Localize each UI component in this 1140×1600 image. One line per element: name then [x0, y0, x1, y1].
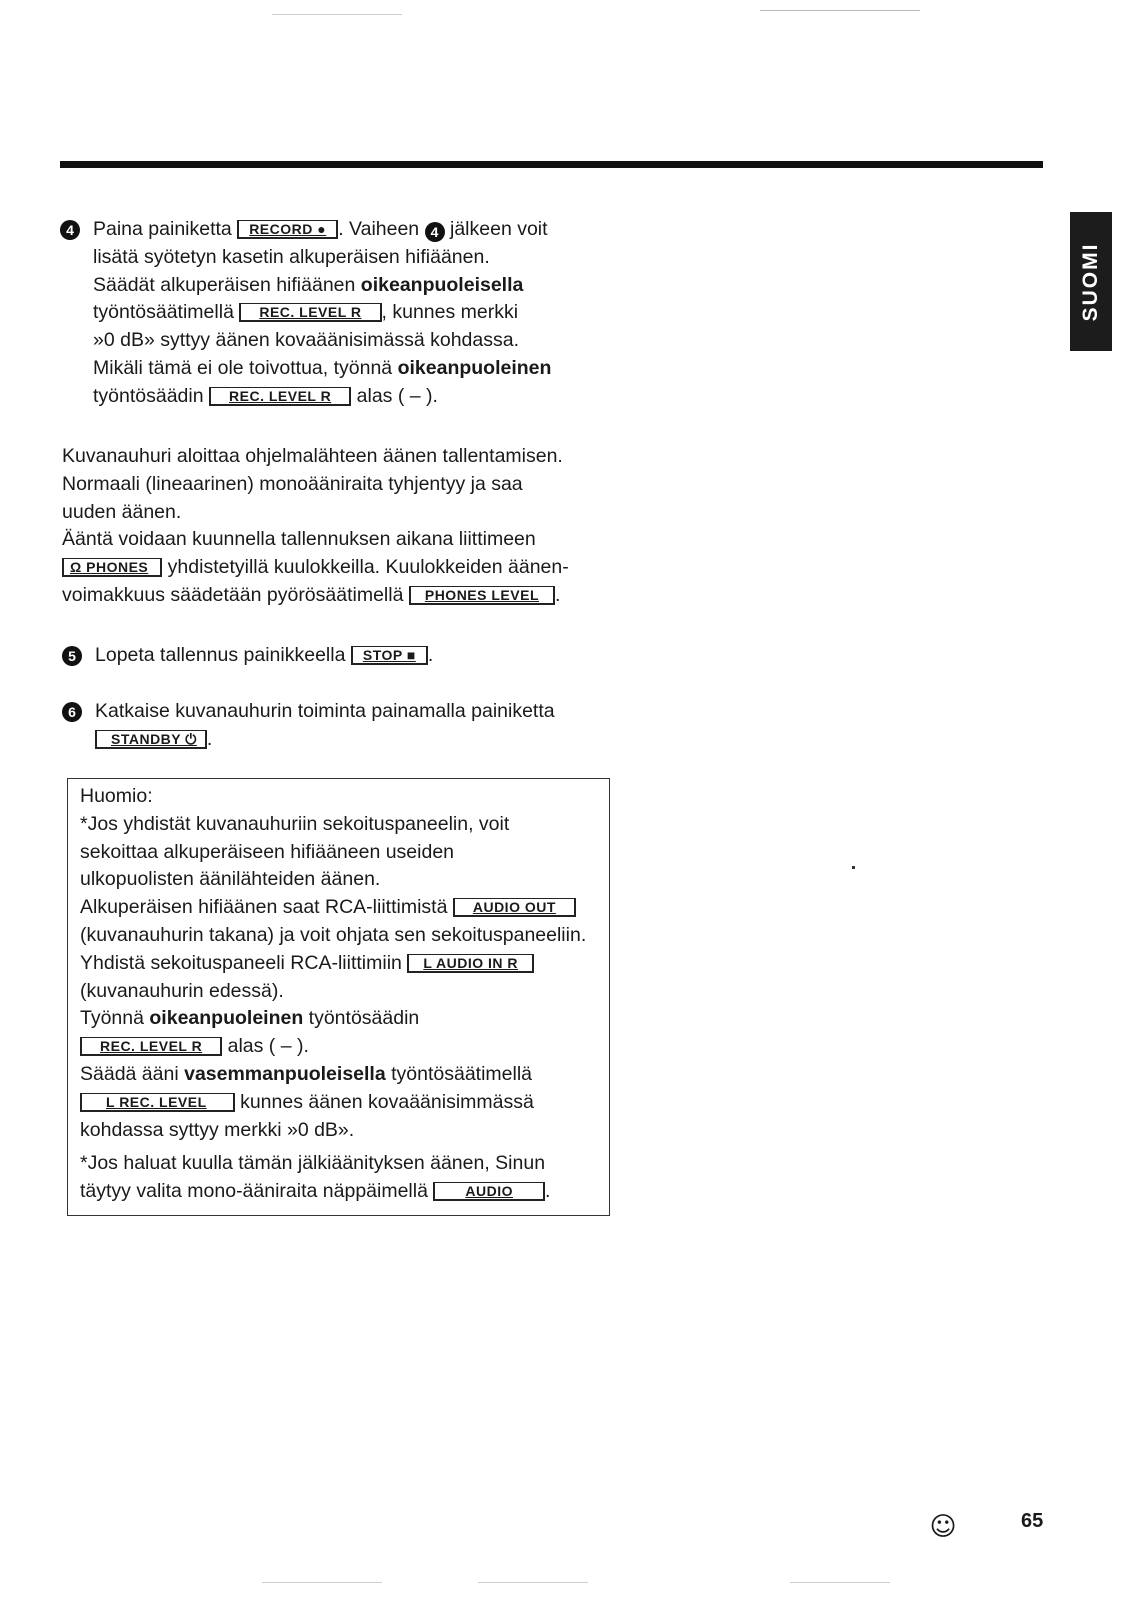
audio-key: AUDIO	[433, 1182, 545, 1201]
text-line	[93, 299, 551, 327]
header-rule	[60, 161, 1043, 168]
scan-artifact-bottom	[790, 1582, 890, 1583]
text: , kunnes merkki	[381, 301, 519, 324]
text: Paina painiketta	[93, 218, 238, 240]
scan-speck	[852, 866, 855, 869]
emphasis: oikeanpuoleinen	[397, 356, 552, 379]
text: .	[555, 583, 561, 606]
text-line	[80, 894, 586, 922]
audio-out-key: AUDIO OUT	[453, 898, 576, 917]
text-line	[80, 1033, 586, 1061]
text-line	[80, 1178, 586, 1206]
text-line	[80, 1061, 586, 1089]
scan-artifact-top	[760, 10, 920, 11]
language-tab-label: SUOMI	[1079, 242, 1102, 321]
text: .	[427, 644, 434, 666]
text: täytyy valita mono-ääniraita näppäimellä	[80, 1180, 434, 1203]
text: alas ( – ).	[222, 1035, 309, 1058]
text-line	[95, 726, 555, 754]
text: työntösäätimellä	[93, 301, 240, 324]
text-line: kohdassa syttyy merkki »0 dB».	[80, 1118, 355, 1141]
text-line	[95, 642, 433, 670]
text: voimakkuus säädetään pyörösäätimellä	[62, 583, 409, 606]
emphasis: vasemmanpuoleisella	[184, 1062, 386, 1085]
step-reference-badge: 4	[425, 222, 445, 242]
text: alas ( – ).	[351, 384, 438, 407]
text-line: (kuvanauhurin takana) ja voit ohjata sen sekoituspaneeliin.	[80, 923, 587, 946]
step-number-badge: 4	[60, 220, 80, 240]
step-number-badge: 6	[62, 702, 82, 722]
text-line	[93, 383, 551, 411]
text-line: Katkaise kuvanauhurin toiminta painamalla painiketta	[95, 700, 555, 722]
text-line: Kuvanauhuri aloittaa ohjelmalähteen äänen tallentamisen.	[62, 445, 563, 467]
text-line	[93, 355, 551, 383]
step-6	[68, 698, 555, 754]
text-line: *Jos yhdistät kuvanauhuriin sekoituspaneelin, voit	[80, 812, 510, 835]
text: yhdistetyillä kuulokkeilla. Kuulokkeiden äänen-	[162, 556, 569, 579]
text-line: lisätä syötetyn kasetin alkuperäisen hifiäänen.	[93, 245, 490, 268]
note-box	[67, 778, 610, 1216]
l-rec-level-key: L REC. LEVEL	[80, 1093, 235, 1112]
text: työntösäädin	[303, 1007, 420, 1030]
text-line	[62, 554, 569, 582]
text: Mikäli tämä ei ole toivottua, työnnä	[93, 356, 398, 379]
text-line: uuden äänen.	[62, 500, 182, 523]
note-title: Huomio:	[80, 785, 153, 807]
emphasis: oikeanpuoleisella	[360, 273, 524, 296]
text-line	[93, 272, 551, 300]
text-line: *Jos haluat kuulla tämän jälkiäänityksen äänen, Sinun	[80, 1152, 546, 1175]
text-line: Ääntä voidaan kuunnella tallennuksen aikana liittimeen	[62, 528, 536, 551]
text: .	[544, 1180, 551, 1203]
text: työntösäätimellä	[385, 1062, 533, 1085]
step-4	[66, 216, 552, 411]
stop-key: STOP ■	[351, 646, 428, 665]
rec-level-r-key: REC. LEVEL R	[80, 1037, 222, 1056]
text-line: »0 dB» syttyy äänen kovaäänisimässä kohdassa.	[93, 329, 520, 352]
rec-level-r-key: REC. LEVEL R	[209, 387, 351, 406]
text-line	[80, 1089, 586, 1117]
page-number: 65	[1021, 1510, 1044, 1532]
rec-level-r-key: REC. LEVEL R	[239, 303, 381, 322]
note-content	[80, 783, 586, 1206]
text: jälkeen voit	[444, 218, 548, 240]
text: . Vaiheen	[338, 218, 425, 240]
text-line: sekoittaa alkuperäiseen hifiääneen useiden	[80, 840, 455, 863]
text: .	[206, 727, 213, 750]
smiley-icon: ☺	[929, 1512, 957, 1542]
text-line	[62, 582, 569, 610]
text: Säädät alkuperäisen hifiäänen	[93, 273, 361, 296]
text: Työnnä	[80, 1007, 150, 1030]
text-line: ulkopuolisten äänilähteiden äänen.	[80, 868, 381, 891]
scan-artifact-top	[272, 14, 402, 15]
text-line	[80, 1005, 586, 1033]
step-5	[68, 642, 434, 670]
language-tab	[1070, 212, 1112, 351]
step-number-badge: 5	[62, 646, 82, 666]
text: Yhdistä sekoituspaneeli RCA-liittimiin	[80, 951, 408, 974]
text-line	[93, 216, 551, 244]
emphasis: oikeanpuoleinen	[149, 1007, 304, 1030]
text: työntösäädin	[93, 384, 210, 407]
scan-artifact-bottom	[262, 1582, 382, 1583]
text: Säädä ääni	[80, 1062, 185, 1085]
text-line	[80, 950, 586, 978]
text-line: Normaali (lineaarinen) monoääniraita tyhjentyy ja saa	[62, 472, 523, 495]
audio-in-key: L AUDIO IN R	[407, 954, 534, 973]
phones-key: Ω PHONES	[62, 558, 162, 577]
text: Alkuperäisen hifiäänen saat RCA-liittimistä	[80, 896, 453, 919]
text-line: (kuvanauhurin edessä).	[80, 979, 284, 1002]
phones-level-key: PHONES LEVEL	[409, 586, 555, 605]
text: Lopeta tallennus painikkeella	[95, 644, 351, 666]
record-key: RECORD ●	[237, 220, 338, 239]
scan-artifact-bottom	[478, 1582, 588, 1583]
standby-key: STANDBY ⏻	[95, 730, 207, 749]
text: kunnes äänen kovaäänisimmässä	[234, 1090, 534, 1113]
body-paragraph	[62, 443, 569, 610]
